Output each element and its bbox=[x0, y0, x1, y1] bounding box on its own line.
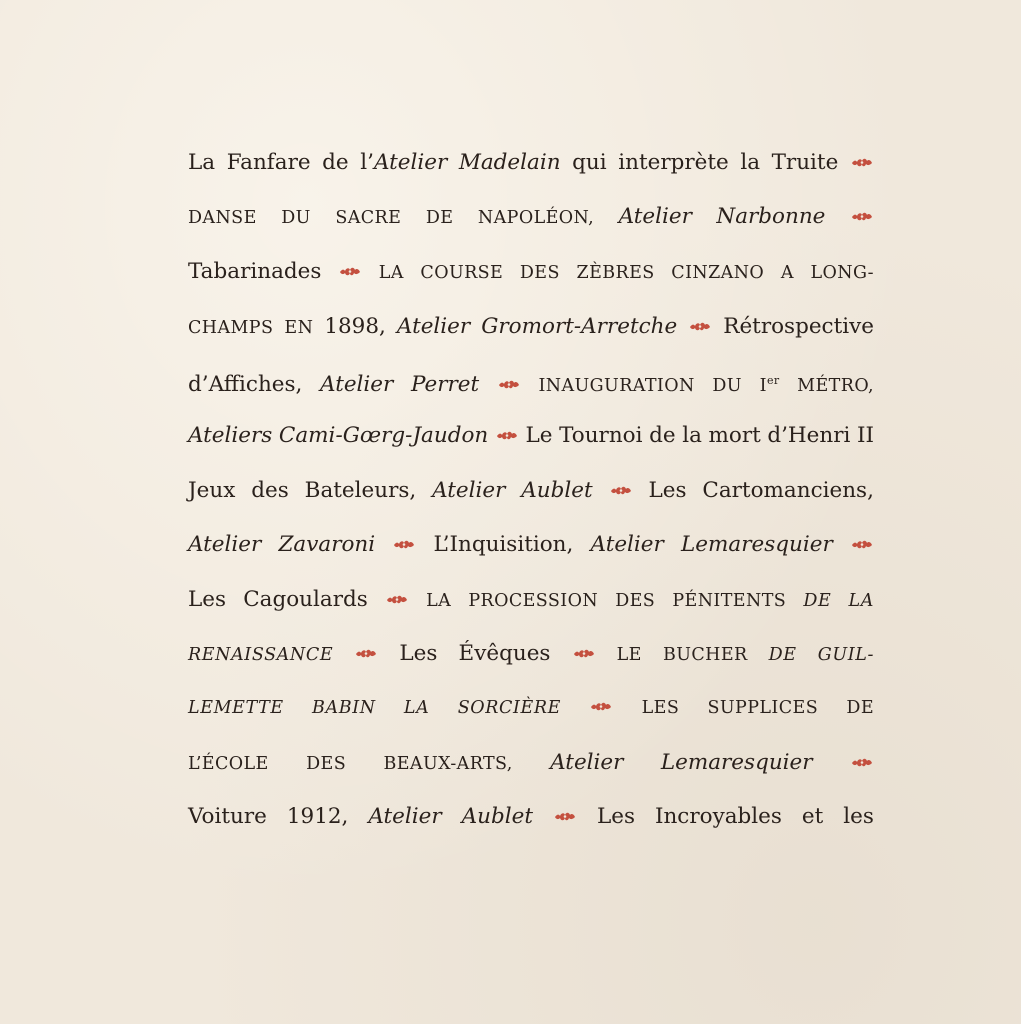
text-word bbox=[525, 416, 552, 456]
text-word bbox=[399, 634, 437, 674]
word-prefix: l’ bbox=[360, 150, 374, 175]
word-text: LA bbox=[403, 698, 430, 718]
word-text: 1898, bbox=[324, 314, 386, 339]
text-line bbox=[188, 307, 874, 347]
text-word bbox=[188, 744, 269, 784]
fleuron-ornament-icon bbox=[850, 537, 874, 551]
text-word bbox=[591, 525, 664, 565]
text-word bbox=[188, 365, 302, 405]
text-word bbox=[404, 688, 429, 728]
word-text: DE bbox=[768, 645, 797, 665]
text-word bbox=[803, 581, 831, 621]
text-word bbox=[663, 635, 748, 675]
text-word bbox=[649, 416, 676, 456]
text-word bbox=[618, 143, 729, 183]
word-text: DE bbox=[846, 698, 874, 718]
text-line bbox=[188, 797, 874, 837]
word-text: Le bbox=[525, 423, 553, 448]
text-word bbox=[642, 688, 680, 728]
word-text: LA bbox=[426, 591, 452, 611]
text-word bbox=[188, 635, 333, 675]
word-text: Tabarinades bbox=[188, 259, 322, 284]
word-text: GUIL- bbox=[817, 645, 874, 665]
word-text: SACRE bbox=[335, 208, 402, 228]
word-text: LE bbox=[616, 645, 642, 665]
text-word bbox=[360, 143, 447, 183]
fleuron-ornament-icon bbox=[497, 377, 521, 391]
word-text: LA bbox=[848, 591, 874, 611]
text-word bbox=[681, 525, 833, 565]
word-text: Aublet bbox=[521, 478, 593, 503]
word-text: PROCESSION bbox=[468, 591, 599, 611]
word-text: Aublet bbox=[461, 804, 534, 829]
word-text: Les bbox=[399, 641, 438, 666]
word-text: Perret bbox=[410, 372, 480, 397]
text-word bbox=[411, 365, 479, 405]
word-text: BUCHER bbox=[662, 645, 748, 665]
text-word bbox=[848, 581, 873, 621]
text-line bbox=[188, 471, 874, 511]
word-text: Zavaroni bbox=[278, 532, 376, 557]
word-text: ZÈBRES bbox=[576, 263, 655, 283]
fleuron-ornament-icon bbox=[495, 428, 519, 442]
word-text: EN bbox=[284, 318, 314, 338]
text-line bbox=[188, 688, 874, 728]
fleuron-ornament-icon bbox=[385, 592, 409, 606]
word-text: Atelier bbox=[373, 150, 448, 175]
word-text: Bateleurs, bbox=[304, 478, 417, 503]
word-text: DES bbox=[519, 263, 560, 283]
text-word bbox=[802, 797, 823, 837]
text-word bbox=[397, 307, 470, 347]
word-text: Lemaresquier bbox=[660, 750, 813, 775]
fleuron-ornament-icon bbox=[688, 319, 712, 333]
text-word bbox=[420, 253, 503, 293]
text-word bbox=[279, 416, 488, 456]
text-word bbox=[368, 797, 441, 837]
word-text: Ateliers bbox=[188, 423, 273, 448]
text-word bbox=[426, 581, 451, 621]
text-word bbox=[468, 581, 598, 621]
text-word bbox=[281, 198, 311, 238]
word-text: Rétrospective bbox=[723, 314, 874, 339]
text-word bbox=[672, 581, 786, 621]
text-word bbox=[520, 253, 560, 293]
text-word bbox=[617, 635, 642, 675]
word-text: Atelier bbox=[550, 750, 624, 775]
word-text: DES bbox=[615, 591, 656, 611]
word-text: CHAMPS bbox=[188, 318, 274, 338]
text-word bbox=[740, 143, 760, 183]
word-text: Madelain bbox=[458, 150, 561, 175]
word-text: I bbox=[759, 376, 767, 396]
text-word bbox=[615, 581, 655, 621]
text-word bbox=[188, 308, 273, 348]
word-text: MÉTRO, bbox=[797, 376, 874, 396]
word-text: BABIN bbox=[312, 698, 376, 718]
word-text: les bbox=[843, 804, 874, 829]
word-text: d’Affiches, bbox=[188, 372, 303, 397]
text-word bbox=[767, 416, 850, 456]
text-word bbox=[188, 252, 321, 292]
word-text: Atelier bbox=[432, 478, 506, 503]
text-line bbox=[188, 634, 874, 674]
text-word bbox=[251, 471, 289, 511]
word-text: 1912, bbox=[286, 804, 349, 829]
word-text: DE bbox=[803, 591, 832, 611]
word-text: des bbox=[251, 478, 289, 503]
text-line bbox=[188, 252, 874, 292]
text-word bbox=[521, 471, 592, 511]
word-text: Voiture bbox=[188, 804, 267, 829]
word-text: Truite bbox=[771, 150, 839, 175]
word-text: RENAISSANCE bbox=[188, 645, 334, 665]
text-word bbox=[320, 365, 393, 405]
text-word bbox=[188, 143, 215, 183]
fleuron-ornament-icon bbox=[609, 483, 633, 497]
text-word bbox=[648, 471, 686, 511]
text-word bbox=[312, 688, 376, 728]
word-text: qui bbox=[572, 150, 607, 175]
word-text: la bbox=[682, 423, 702, 448]
word-text: LES bbox=[641, 698, 680, 718]
text-word bbox=[462, 797, 533, 837]
word-text: LA bbox=[378, 263, 404, 283]
word-text: La bbox=[188, 150, 216, 175]
word-text: L’ÉCOLE bbox=[188, 754, 269, 774]
text-word bbox=[426, 198, 454, 238]
text-word bbox=[383, 744, 512, 784]
text-word bbox=[572, 143, 607, 183]
word-text: Les bbox=[188, 587, 227, 612]
text-word bbox=[597, 797, 635, 837]
word-text: la bbox=[740, 150, 761, 175]
fleuron-ornament-icon bbox=[572, 646, 596, 660]
word-text: Les bbox=[596, 804, 635, 829]
word-text: Gromort-Arretche bbox=[481, 314, 678, 339]
text-word bbox=[843, 797, 874, 837]
text-word bbox=[227, 143, 311, 183]
text-line bbox=[188, 143, 874, 183]
text-word bbox=[481, 307, 677, 347]
text-word bbox=[278, 525, 375, 565]
text-word bbox=[458, 688, 561, 728]
word-text: Atelier bbox=[618, 204, 692, 229]
fleuron-ornament-icon bbox=[850, 755, 874, 769]
text-word bbox=[811, 253, 875, 293]
word-text: CINZANO bbox=[671, 263, 765, 283]
word-text: Cami-Gœrg-Jaudon bbox=[278, 423, 489, 448]
word-text: Jeux bbox=[188, 478, 236, 503]
text-word bbox=[716, 197, 825, 237]
text-line bbox=[188, 580, 874, 620]
word-text: DU bbox=[281, 208, 311, 228]
word-text: Évêques bbox=[458, 641, 551, 666]
word-text: Narbonne bbox=[716, 204, 826, 229]
text-word bbox=[478, 198, 594, 238]
text-word bbox=[661, 743, 813, 783]
text-line bbox=[188, 525, 874, 565]
text-word bbox=[818, 635, 874, 675]
text-word bbox=[671, 253, 764, 293]
text-word bbox=[459, 634, 551, 674]
text-word bbox=[324, 307, 386, 347]
word-text: Atelier bbox=[320, 372, 394, 397]
word-text: DU bbox=[712, 376, 742, 396]
text-word bbox=[577, 253, 655, 293]
text-word bbox=[459, 143, 561, 183]
word-text: SORCIÈRE bbox=[457, 698, 562, 718]
word-text: et bbox=[801, 804, 824, 829]
text-word bbox=[284, 308, 313, 348]
word-text: LEMETTE bbox=[188, 698, 284, 718]
fleuron-ornament-icon bbox=[354, 646, 378, 660]
word-text: PÉNITENTS bbox=[672, 591, 787, 611]
text-word bbox=[857, 416, 874, 456]
text-word bbox=[188, 198, 257, 238]
word-text: interprète bbox=[618, 150, 729, 175]
text-word bbox=[335, 198, 401, 238]
word-text: INAUGURATION bbox=[538, 376, 695, 396]
word-text: Cagoulards bbox=[243, 587, 368, 612]
text-word bbox=[322, 143, 349, 183]
word-text: BEAUX-ARTS, bbox=[383, 754, 513, 774]
text-word bbox=[188, 688, 284, 728]
word-text: Les bbox=[648, 478, 687, 503]
text-word bbox=[188, 580, 226, 620]
text-word bbox=[559, 416, 642, 456]
text-word bbox=[287, 797, 349, 837]
word-text: DES bbox=[306, 754, 347, 774]
word-text: de bbox=[649, 423, 676, 448]
text-word bbox=[723, 307, 874, 347]
text-word bbox=[188, 416, 272, 456]
word-text: L’Inquisition, bbox=[433, 532, 574, 557]
text-word bbox=[306, 744, 346, 784]
text-line bbox=[188, 361, 874, 401]
fleuron-ornament-icon bbox=[392, 537, 416, 551]
text-word bbox=[188, 471, 235, 511]
word-text: mort bbox=[708, 423, 761, 448]
word-text: NAPOLÉON, bbox=[477, 208, 595, 228]
text-word bbox=[708, 416, 760, 456]
text-word bbox=[769, 635, 797, 675]
word-text: de bbox=[322, 150, 349, 175]
text-line bbox=[188, 197, 874, 237]
text-word bbox=[379, 253, 404, 293]
text-word bbox=[550, 743, 623, 783]
fleuron-ornament-icon bbox=[553, 809, 577, 823]
fleuron-ornament-icon bbox=[338, 264, 362, 278]
text-word bbox=[243, 580, 368, 620]
text-word bbox=[772, 143, 839, 183]
word-text: Fanfare bbox=[226, 150, 311, 175]
word-text: Incroyables bbox=[654, 804, 782, 829]
text-word bbox=[538, 366, 694, 406]
text-word bbox=[846, 688, 874, 728]
word-text: Tournoi bbox=[559, 423, 643, 448]
word-text: Atelier bbox=[396, 314, 471, 339]
fleuron-ornament-icon bbox=[589, 699, 613, 713]
word-text: LONG- bbox=[810, 263, 874, 283]
text-word bbox=[655, 797, 782, 837]
word-text: Atelier bbox=[368, 804, 442, 829]
text-line bbox=[188, 416, 874, 456]
text-word bbox=[305, 471, 417, 511]
word-text: DANSE bbox=[188, 208, 257, 228]
fleuron-ornament-icon bbox=[850, 155, 874, 169]
superscript: er bbox=[766, 374, 780, 387]
text-word bbox=[781, 253, 794, 293]
text-word bbox=[797, 366, 874, 406]
text-word bbox=[432, 471, 505, 511]
text-word bbox=[708, 688, 819, 728]
word-text: Atelier bbox=[590, 532, 664, 557]
text-word bbox=[682, 416, 702, 456]
word-text: Cartomanciens, bbox=[702, 478, 874, 503]
word-text: Lemaresquier bbox=[681, 532, 833, 557]
word-text: A bbox=[780, 263, 794, 283]
text-word bbox=[188, 525, 261, 565]
text-word bbox=[619, 197, 692, 237]
word-text: DE bbox=[425, 208, 454, 228]
word-text: COURSE bbox=[420, 263, 504, 283]
text-word bbox=[702, 471, 874, 511]
text-word bbox=[188, 797, 267, 837]
word-text: SUPPLICES bbox=[707, 698, 819, 718]
word-text: d’Henri bbox=[767, 423, 851, 448]
word-text: Atelier bbox=[188, 532, 262, 557]
text-word bbox=[760, 361, 780, 406]
text-word bbox=[434, 525, 574, 565]
fleuron-ornament-icon bbox=[850, 209, 874, 223]
text-word bbox=[712, 366, 742, 406]
text-line bbox=[188, 743, 874, 783]
word-text: II bbox=[857, 423, 874, 448]
